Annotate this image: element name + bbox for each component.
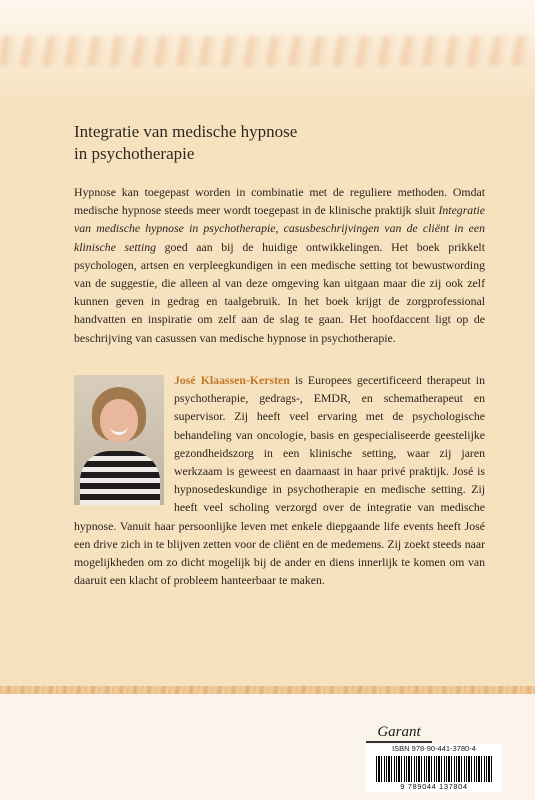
author-bio — [74, 371, 485, 589]
isbn-label: ISBN 978-90-441-3780-4 — [392, 744, 476, 753]
description-text-2: goed aan bij de huidige ontwikkelingen. Het boek prikkelt psychologen, artsen en verpleegkundigen in een medische setting tot bewustwording van de suggestie, die alleen al van deze omgeving kan uitgaan maar die zij ook zelf kunnen geven in gedrag en taalgebruik. In het boek krijgt de zorgprofessional handvatten en inspiratie om zelf aan de slag te gaan. Het hoofdaccent ligt op de beschrijving van casussen van medische hypnose in psychotherapie. — [74, 239, 485, 345]
book-title-line-1: Integratie van medische hypnose — [74, 122, 298, 141]
description-text-1: Hypnose kan toegepast worden in combinatie met de reguliere methoden. Omdat medische hypnose steeds meer wordt toegepast in de klinische praktijk sluit — [74, 185, 485, 218]
book-title — [74, 121, 494, 165]
publisher-logo: Garant — [377, 724, 421, 740]
barcode-bars — [376, 756, 494, 782]
description-book-title: Integratie van medische hypnose in psychotherapie, casusbeschrijvingen van de cliënt in een klinische setting — [74, 203, 485, 254]
barcode-digits: 9 789044 137804 — [400, 782, 468, 791]
decorative-divider — [0, 686, 535, 694]
decorative-top-band — [0, 0, 535, 100]
book-description — [74, 183, 485, 347]
author-photo — [74, 375, 164, 505]
barcode — [366, 744, 502, 792]
publisher-logo-underline — [366, 741, 432, 743]
author-name: José Klaassen-Kersten — [174, 373, 290, 387]
author-bio-text: is Europees gecertificeerd therapeut in psychotherapie, gedrags-, EMDR, en schematherapeut en supervisor. Zij heeft veel ervaring met de psychologische behandeling van oncologie, basis en gespecialiseerde geestelijke gezondheidszorg in een klinische setting, waar zij jaren werkzaam is geweest en daarnaast in haar privé praktijk. José is hypnosedeskundige in psychotherapie en medische setting. Zij heeft veel scholing verzorgd over de integratie van medische hypnose. Vanuit haar persoonlijke leven met enkele diepgaande life events heeft José een drive zich in te blijven zetten voor de cliënt en de medemens. Zij zoekt steeds naar mogelijkheden om zo dicht mogelijk bij de ander en diens innerlijk te komen om van daaruit een klacht of probleem hanteerbaar te maken. — [74, 373, 485, 588]
book-title-line-2: in psychotherapie — [74, 144, 195, 163]
